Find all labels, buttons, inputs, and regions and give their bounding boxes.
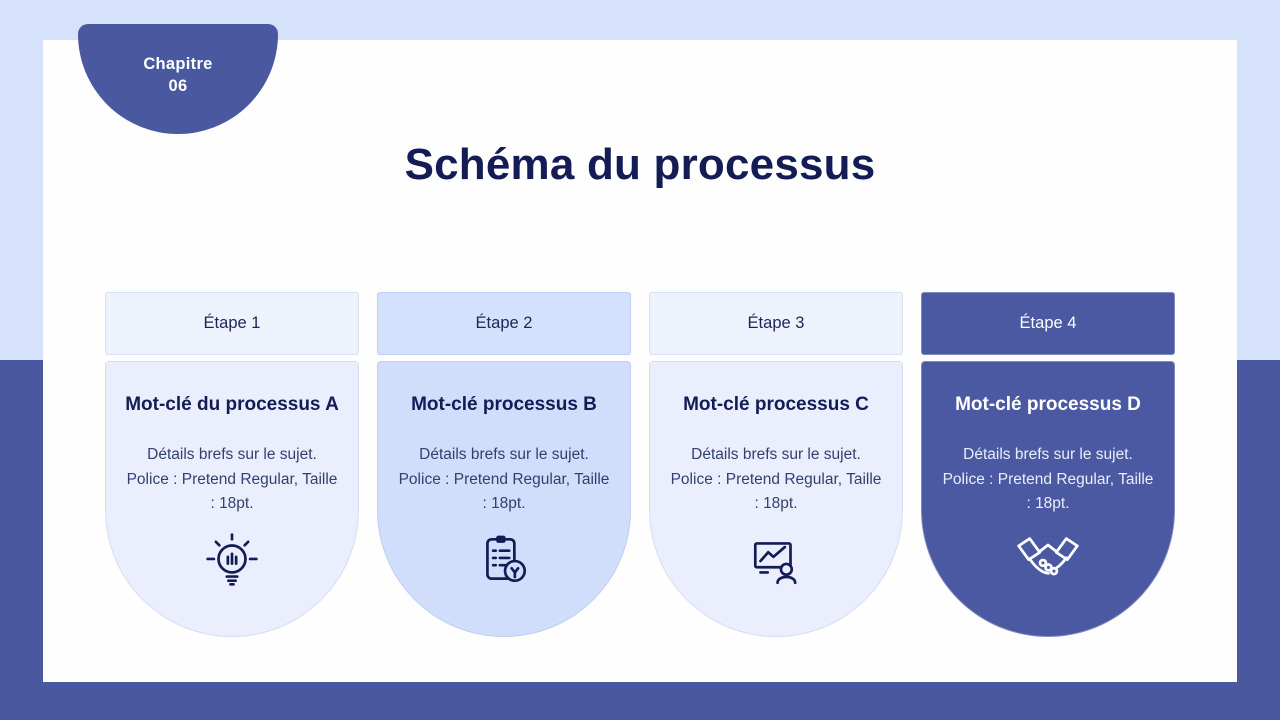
lightbulb-idea-icon <box>106 531 358 589</box>
page-title: Schéma du processus <box>404 140 876 189</box>
process-step-2 <box>377 292 631 637</box>
step-details-line: : 18pt. <box>482 495 526 512</box>
handshake-icon <box>922 531 1174 581</box>
step-label: Étape 4 <box>1019 314 1077 332</box>
process-steps <box>105 292 1175 637</box>
step-header <box>105 292 359 355</box>
step-details-line: Détails brefs sur le sujet. <box>963 446 1133 463</box>
step-details-line: Police : Pretend Regular, Taille <box>670 470 882 488</box>
process-step-3 <box>649 292 903 637</box>
process-step-4 <box>921 292 1175 637</box>
step-keyword: Mot-clé processus D <box>955 394 1141 415</box>
chapter-badge <box>78 24 278 134</box>
step-details-line: Police : Pretend Regular, Taille <box>126 470 338 488</box>
clipboard-checklist-icon <box>378 531 630 589</box>
step-header <box>649 292 903 355</box>
step-details-line: : 18pt. <box>1026 495 1070 512</box>
step-details <box>650 443 902 517</box>
step-details <box>922 443 1174 517</box>
step-body <box>377 361 631 637</box>
step-label: Étape 2 <box>475 314 533 332</box>
step-details-line: Détails brefs sur le sujet. <box>691 446 861 463</box>
step-keyword: Mot-clé processus C <box>683 394 869 415</box>
step-body <box>649 361 903 637</box>
slide-card <box>43 40 1237 682</box>
step-details-line: Police : Pretend Regular, Taille <box>942 470 1154 488</box>
step-details <box>106 443 358 517</box>
step-keyword: Mot-clé du processus A <box>125 394 339 415</box>
step-details-line: Police : Pretend Regular, Taille <box>398 470 610 488</box>
step-details-line: : 18pt. <box>210 495 254 512</box>
step-keyword: Mot-clé processus B <box>411 394 597 415</box>
step-label: Étape 1 <box>203 314 261 332</box>
step-header <box>377 292 631 355</box>
step-body <box>921 361 1175 637</box>
step-details-line: : 18pt. <box>754 495 798 512</box>
step-details-line: Détails brefs sur le sujet. <box>147 446 317 463</box>
step-header <box>921 292 1175 355</box>
step-details <box>378 443 630 517</box>
presentation-chart-icon <box>650 531 902 589</box>
chapter-badge-label: Chapitre <box>143 55 213 73</box>
chapter-badge-number: 06 <box>168 77 188 95</box>
step-label: Étape 3 <box>747 314 805 332</box>
process-step-1 <box>105 292 359 637</box>
step-body <box>105 361 359 637</box>
step-details-line: Détails brefs sur le sujet. <box>419 446 589 463</box>
